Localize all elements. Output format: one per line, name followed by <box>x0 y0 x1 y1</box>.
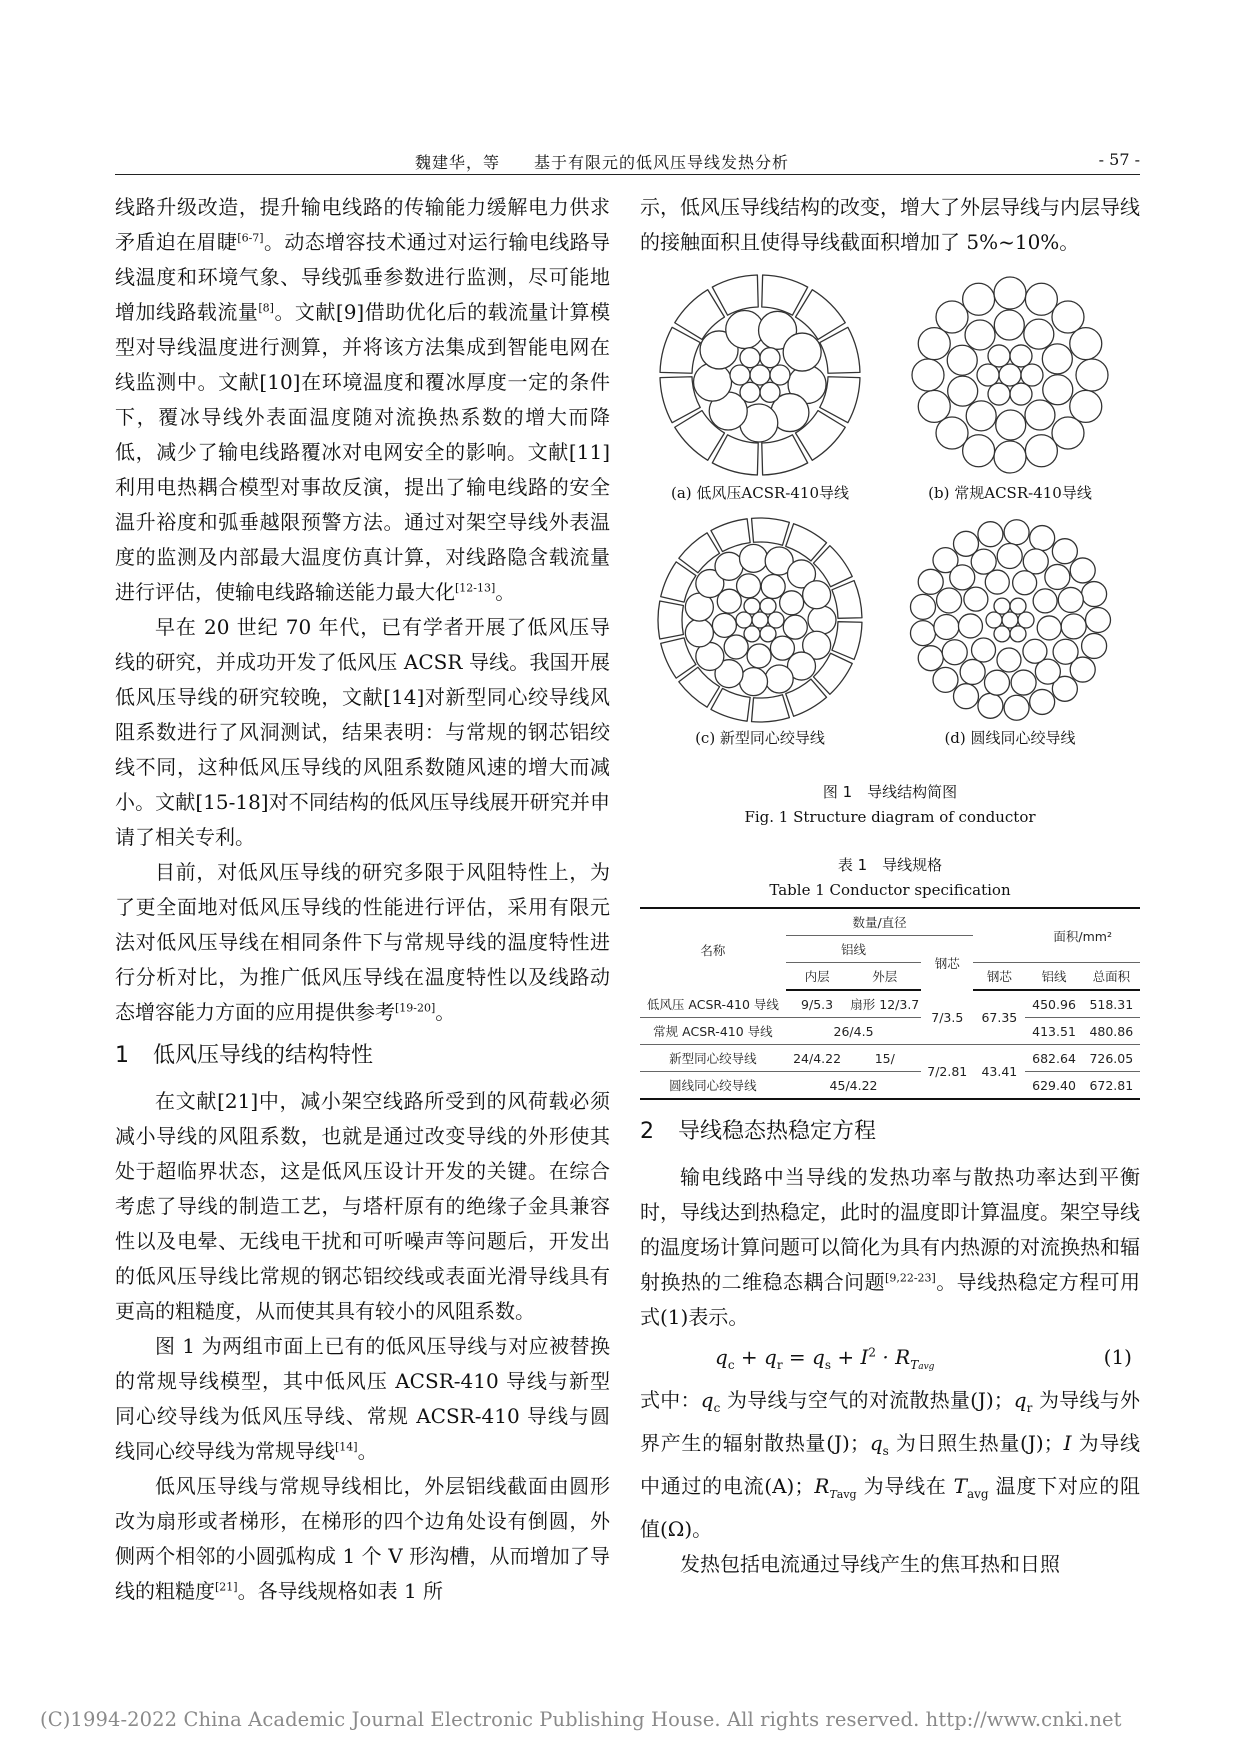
steel-strand <box>988 345 1010 367</box>
paragraph-figure-ref: 图 1 为两组市面上已有的低风压导线与对应被替换的常规导线模型，其中低风压 ACSR-410 导线与新型同心绞导线为低风压导线、常规 ACSR-410 导线与圆线同心绞导线为常规导线[14]。 <box>115 1334 610 1463</box>
table-row: 常规 ACSR-410 导线 26/4.5 413.51 480.86 <box>640 1018 1140 1045</box>
aluminum-strand <box>1070 390 1102 422</box>
paragraph-heat-balance: 输电线路中当导线的发热功率与散热功率达到平衡时，导线达到热稳定，此时的温度即计算温度。架空导线的温度场计算问题可以简化为具有内热源的对流换热和辐射换热的二维稳态耦合问题[9,22-23]。导线热稳定方程可用式(1)表示。 <box>640 1165 1141 1329</box>
th-count: 数量/直径 <box>786 908 973 936</box>
aluminum-strand <box>1043 375 1073 405</box>
aluminum-strand <box>912 359 944 391</box>
th-area: 面积/mm² <box>1025 908 1140 963</box>
aluminum-strand <box>997 648 1021 672</box>
th-steel: 钢芯 <box>934 956 960 971</box>
aluminum-strand <box>740 544 768 572</box>
header-rule <box>115 174 1140 175</box>
left-column <box>115 190 610 1609</box>
paragraph-purpose: 目前，对低风压导线的研究多限于风阻特性上，为了更全面地对低风压导线的性能进行评估，采用有限元法对低风压导线在相同条件下与常规导线的温度特性进行分析对比，为推广低风压导线在温度特性以及线路动态增容能力方面的应用提供参考[19-20]。 <box>115 860 610 1024</box>
aluminum-strand <box>1023 639 1047 663</box>
aluminum-strand <box>948 376 978 406</box>
aluminum-strand <box>780 591 804 615</box>
subfigure-b <box>895 270 1125 503</box>
aluminum-strand <box>1082 582 1107 607</box>
trapezoid-strand <box>711 688 750 721</box>
steel-strand <box>1010 345 1032 367</box>
steel-strand <box>740 348 760 368</box>
aluminum-strand <box>1052 539 1077 564</box>
aluminum-strand <box>936 417 968 449</box>
aluminum-strand <box>712 613 736 637</box>
aluminum-strand <box>978 693 1003 718</box>
paragraph-intro-continued: 线路升级改造，提升输电线路的传输能力缓解电力供求矛盾迫在眉睫[6-7]。动态增容技术通过对运行输电线路导线温度和环境气象、导线弧垂参数进行监测，尽可能地增加线路载流量[8]。文献[9]借助优化后的载流量计算模型对导线温度进行测算，并将该方法集成到智能电网在线监测中。文献[10]在环境温度和覆冰厚度一定的条件下，覆冰导线外表面温度随对流换热系数的增大而降低，减少了输电线路覆冰对电网安全的影响。文献[11]利用电热耦合模型对事故反演，提出了输电线路的安全温升裕度和弧垂越限预警方法。通过对架空导线外表温度的监测及内部最大温度仿真计算，对线路隐含载流量进行评估，使输电线路输送能力最大化[12-13]。 <box>115 195 611 604</box>
steel-strand <box>1021 364 1043 386</box>
aluminum-strand <box>783 615 807 639</box>
aluminum-strand <box>1076 359 1108 391</box>
steel-strand <box>994 598 1010 614</box>
aluminum-strand <box>966 401 996 431</box>
aluminum-strand <box>964 587 988 611</box>
aluminum-strand <box>1052 417 1084 449</box>
aluminum-strand <box>994 310 1024 340</box>
section-heading-1: 1 低风压导线的结构特性 <box>115 1043 374 1068</box>
aluminum-strand <box>978 522 1003 547</box>
aluminum-strand <box>740 668 768 696</box>
aluminum-strand <box>918 328 950 360</box>
section-heading-2: 2 导线稳态热稳定方程 <box>640 1119 877 1144</box>
aluminum-strand <box>934 614 959 639</box>
aluminum-strand <box>761 574 785 598</box>
steel-strand <box>977 364 999 386</box>
figure-caption-cn: 图 1 导线结构简图 <box>822 783 958 801</box>
aluminum-strand <box>1053 639 1078 664</box>
aluminum-strand <box>724 635 748 659</box>
aluminum-strand <box>803 581 831 609</box>
subfigure-d-caption: (d) 圆线同心绞导线 <box>944 729 1076 747</box>
aluminum-strand <box>717 589 741 613</box>
th-area-al: 铝线 <box>1025 963 1082 991</box>
aluminum-strand <box>1011 670 1036 695</box>
aluminum-strand <box>685 619 713 647</box>
aluminum-strand <box>963 435 995 467</box>
aluminum-strand <box>972 638 996 662</box>
aluminum-strand <box>1037 616 1061 640</box>
steel-strand <box>730 365 750 385</box>
aluminum-strand <box>765 665 793 693</box>
aluminum-strand <box>1025 283 1057 315</box>
aluminum-strand <box>947 345 977 375</box>
figure-caption-en: Fig. 1 Structure diagram of conductor <box>744 808 1036 826</box>
steel-strand <box>770 365 790 385</box>
conductor-c-diagram <box>655 515 865 725</box>
steel-strand <box>1010 598 1026 614</box>
right-column <box>640 190 1140 1582</box>
steel-strand <box>760 348 780 368</box>
aluminum-strand <box>1024 319 1054 349</box>
paragraph-structure: 低风压导线与常规导线相比，外层铝线截面由圆形改为扇形或者梯形，在梯形的四个边角处设有倒圆，外侧两个相邻的小圆弧构成 1 个 V 形沟槽，从而增加了导线的粗糙度[21]。各导线规格如表 1 所 <box>115 1474 610 1603</box>
table-caption-en: Table 1 Conductor specification <box>769 881 1011 899</box>
aluminum-strand <box>994 277 1026 309</box>
aluminum-strand <box>1023 549 1048 574</box>
trapezoid-strand <box>711 519 750 552</box>
aluminum-strand <box>747 644 771 668</box>
aluminum-strand <box>1070 328 1102 360</box>
steel-strand <box>988 383 1010 405</box>
conductor-d-diagram <box>905 515 1115 725</box>
aluminum-strand <box>1042 344 1072 374</box>
conductor-a-diagram <box>655 270 865 480</box>
page-number: - 57 - <box>1098 150 1140 169</box>
equation-1: $q_c + q_r = q_s + I^2 \cdot R_{Tavg}$ (1) <box>715 1345 1132 1372</box>
aluminum-strand <box>937 588 962 613</box>
paragraph-design: 在文献[21]中，减小架空线路所受到的风荷载必须减小导线的风阻系数，也就是通过改变导线的外形使其处于超临界状态，这是低风压设计开发的关键。在综合考虑了导线的制造工艺，与塔杆原有的绝缘子金具兼容性以及电晕、无线电干扰和可听噪声等问题后，开发出的低风压导线比常规的钢芯铝绞线或表面光滑导线具有更高的粗糙度，从而使其具有较小的风阻系数。 <box>115 1089 610 1323</box>
aluminum-strand <box>954 684 979 709</box>
aluminum-strand <box>918 569 943 594</box>
aluminum-strand <box>942 640 967 665</box>
paragraph-heat-sources: 发热包括电流通过导线产生的焦耳热和日照 <box>680 1552 1060 1576</box>
aluminum-strand <box>910 621 935 646</box>
aluminum-strand <box>958 614 982 638</box>
aluminum-strand <box>1061 614 1086 639</box>
table-row: 低风压 ACSR-410 导线 9/5.3 扇形 12/3.7 7/3.5 67.35 450.96 518.31 <box>640 990 1140 1018</box>
aluminum-strand <box>783 333 821 371</box>
aluminum-strand <box>1086 608 1111 633</box>
trapezoid-strand <box>658 601 683 639</box>
steel-strand <box>750 365 770 385</box>
running-title: 魏建华，等 基于有限元的低风压导线发热分析 <box>415 153 790 172</box>
th-al: 铝线 <box>786 936 921 963</box>
trapezoid-strand <box>832 622 862 660</box>
th-outer: 外层 <box>848 963 921 991</box>
figure-1 <box>640 270 1140 775</box>
th-area-total: 总面积 <box>1083 963 1140 991</box>
trapezoid-strand <box>679 533 720 573</box>
steel-strand <box>999 364 1021 386</box>
aluminum-strand <box>1045 564 1070 589</box>
aluminum-strand <box>994 441 1026 473</box>
fan-strand <box>796 290 846 340</box>
aluminum-strand <box>1070 558 1095 583</box>
steel-strand <box>1010 383 1032 405</box>
aluminum-strand <box>1082 633 1107 658</box>
aluminum-strand <box>950 565 975 590</box>
trapezoid-strand <box>752 695 790 722</box>
aluminum-strand <box>1058 587 1083 612</box>
subfigure-a-caption: (a) 低风压ACSR-410导线 <box>671 484 849 502</box>
subfigure-a <box>645 270 875 503</box>
aluminum-strand <box>918 646 943 671</box>
aluminum-strand <box>1004 695 1029 720</box>
aluminum-strand <box>1025 435 1057 467</box>
trapezoid-strand <box>679 667 720 707</box>
steel-strand <box>744 598 760 614</box>
conductor-b-diagram <box>905 270 1115 480</box>
table-row: 新型同心绞导线 24/4.22 15/ 7/2.81 43.41 682.64 726.05 <box>640 1045 1140 1072</box>
th-area-steel: 钢芯 <box>973 963 1025 991</box>
aluminum-strand <box>715 552 743 580</box>
aluminum-strand <box>1030 526 1055 551</box>
steel-strand <box>760 626 776 642</box>
aluminum-strand <box>936 301 968 333</box>
paragraph-variables: 式中：$q_c$ 为导线与空气的对流散热量(J)；$q_r$ 为导线与外界产生的辐射散热量(J)；$q_s$ 为日照生热量(J)；I 为导线中通过的电流(A)；$R_{Tavg}$ 为导线在 $T_{avg}$ 温度下对应的阻值(Ω)。 <box>640 1388 1141 1541</box>
table-row: 圆线同心绞导线 45/4.22 629.40 672.81 <box>640 1072 1140 1100</box>
equation-number: (1) <box>1103 1345 1132 1369</box>
th-inner: 内层 <box>786 963 849 991</box>
aluminum-strand <box>1052 301 1084 333</box>
aluminum-strand <box>910 594 935 619</box>
aluminum-strand <box>960 659 985 684</box>
copyright-footer: (C)1994-2022 China Academic Journal Electronic Publishing House. All rights reserved. http://www.cnki.net <box>40 1708 1122 1731</box>
aluminum-strand <box>1004 520 1029 545</box>
paragraph-history: 早在 20 世纪 70 年代，已有学者开展了低风压导线的研究，并成功开发了低风压 ACSR 导线。我国开展低风压导线的研究较晚，文献[14]对新型同心绞导线风阻系数进行了风洞测试，结果表明：与常规的钢芯铝绞线不同，这种低风压导线的风阻系数随风速的增大而减小。文献[15-18]对不同结构的低风压导线展开研究并申请了相关专利。 <box>115 615 610 849</box>
table-caption-cn: 表 1 导线规格 <box>837 856 943 874</box>
aluminum-strand <box>1025 400 1055 430</box>
aluminum-strand <box>1030 689 1055 714</box>
steel-strand <box>740 382 760 402</box>
aluminum-strand <box>1013 571 1037 595</box>
th-name: 名称 <box>640 908 786 990</box>
aluminum-strand <box>965 320 995 350</box>
trapezoid-strand <box>752 518 790 545</box>
aluminum-strand <box>808 606 836 634</box>
subfigure-c-caption: (c) 新型同心绞导线 <box>695 729 825 747</box>
trapezoid-strand <box>832 581 862 619</box>
aluminum-strand <box>694 363 732 401</box>
aluminum-strand <box>737 574 761 598</box>
aluminum-strand <box>996 410 1026 440</box>
aluminum-strand <box>933 667 958 692</box>
aluminum-strand <box>997 544 1022 569</box>
subfigure-b-caption: (b) 常规ACSR-410导线 <box>928 484 1092 502</box>
aluminum-strand <box>918 390 950 422</box>
subfigure-d <box>895 515 1125 748</box>
conductor-spec-table <box>640 907 1140 1100</box>
paragraph-structure-continued: 示，低风压导线结构的改变，增大了外层导线与内层导线的接触面积且使得导线截面积增加了 5%~10%。 <box>640 195 1140 254</box>
aluminum-strand <box>985 570 1009 594</box>
running-header <box>0 150 1241 174</box>
steel-strand <box>760 598 776 614</box>
steel-strand <box>760 382 780 402</box>
aluminum-strand <box>963 283 995 315</box>
aluminum-strand <box>1033 589 1057 613</box>
aluminum-strand <box>984 670 1009 695</box>
steel-strand <box>1010 626 1026 642</box>
subfigure-c <box>645 515 875 748</box>
